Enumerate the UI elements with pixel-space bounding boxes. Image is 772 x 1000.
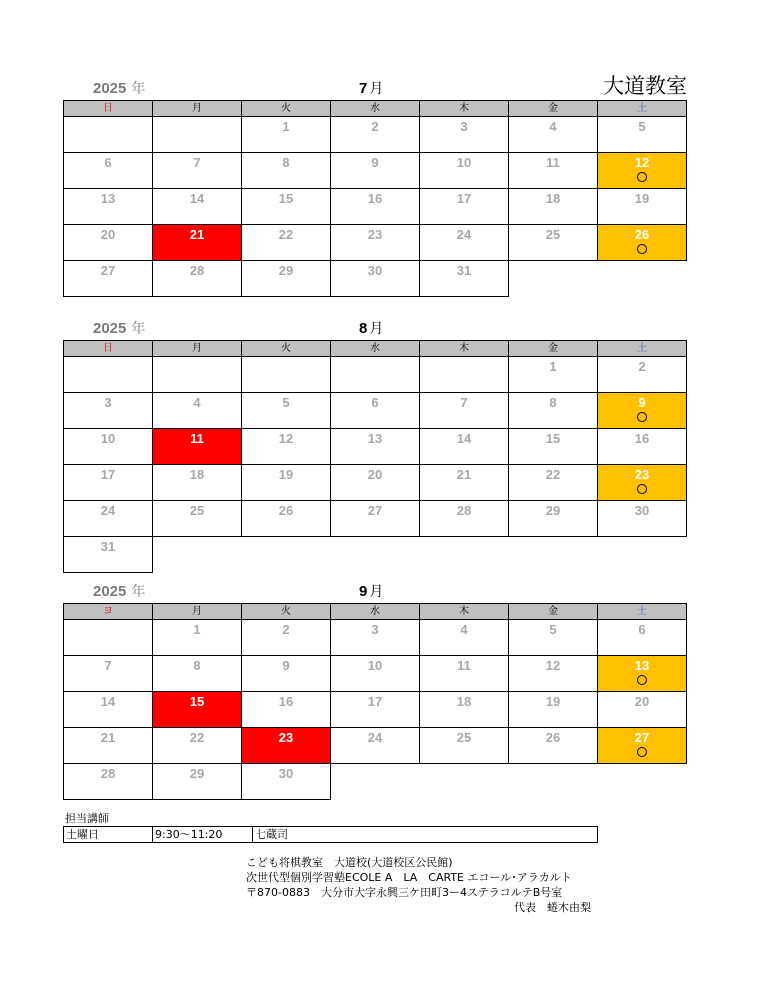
- teacher-name: 七蔵司: [253, 827, 598, 843]
- day-cell: [420, 117, 509, 153]
- empty-cell: [331, 537, 420, 573]
- day-number: 8: [549, 395, 557, 410]
- day-number: 17: [367, 694, 383, 709]
- day-number: 13: [367, 431, 383, 446]
- month-label: 9 月: [359, 583, 384, 600]
- day-cell: [331, 261, 420, 297]
- empty-cell: [331, 357, 420, 393]
- day-cell: [420, 465, 509, 501]
- day-cell: [64, 501, 153, 537]
- day-number: 5: [282, 395, 290, 410]
- day-number: 11: [546, 155, 560, 170]
- weekday-fri: 金: [509, 341, 598, 357]
- week-row: [64, 465, 687, 501]
- month-header: [63, 74, 687, 100]
- day-number: 9: [638, 395, 646, 410]
- week-row: [64, 537, 687, 573]
- empty-cell: [509, 537, 598, 573]
- calendar-grid: [63, 603, 687, 800]
- empty-cell: [420, 764, 509, 800]
- footer-info: [246, 855, 591, 915]
- year-label: 2025 年: [93, 320, 146, 337]
- day-cell: [598, 225, 687, 261]
- circle-mark-icon: [637, 484, 647, 494]
- week-row: [64, 117, 687, 153]
- day-number: 3: [460, 119, 468, 134]
- day-cell: [509, 225, 598, 261]
- day-cell: [153, 465, 242, 501]
- day-cell: [420, 728, 509, 764]
- day-cell: [509, 692, 598, 728]
- day-number: 16: [367, 191, 383, 206]
- footer-line-address: 〒870-0883 大分市大字永興三ケ田町3ー4ステラコルテB号室: [246, 886, 563, 899]
- day-number: 2: [638, 359, 646, 374]
- day-number: 8: [282, 155, 290, 170]
- day-number: 28: [189, 263, 205, 278]
- day-number: 14: [189, 191, 205, 206]
- weekday-thu: 木: [420, 341, 509, 357]
- week-row: [64, 764, 687, 800]
- day-number: 27: [634, 730, 650, 745]
- circle-mark-icon: [637, 412, 647, 422]
- weekday-sun: 日: [64, 341, 153, 357]
- day-number: 26: [278, 503, 294, 518]
- day-number: 18: [456, 694, 472, 709]
- circle-mark-icon: [637, 244, 647, 254]
- weekday-header-row: [64, 604, 687, 620]
- day-number: 29: [189, 766, 205, 781]
- day-cell: [598, 728, 687, 764]
- empty-cell: [420, 357, 509, 393]
- day-cell: [242, 189, 331, 225]
- day-cell: [420, 656, 509, 692]
- weekday-sun: 日: [64, 101, 153, 117]
- day-number: 18: [545, 191, 561, 206]
- year-label: 2025 年: [93, 583, 146, 600]
- weekday-wed: 水: [331, 341, 420, 357]
- day-number: 16: [634, 431, 650, 446]
- empty-cell: [509, 261, 598, 297]
- day-cell: [420, 692, 509, 728]
- day-number: 7: [460, 395, 468, 410]
- day-cell: [420, 189, 509, 225]
- year-label: 2025 年: [93, 80, 146, 97]
- month-block-september: [63, 581, 687, 800]
- day-cell: [598, 189, 687, 225]
- day-cell: [64, 153, 153, 189]
- empty-cell: [153, 357, 242, 393]
- day-number: 26: [634, 227, 650, 242]
- month-block-august: [63, 318, 687, 573]
- day-number: 25: [456, 730, 472, 745]
- circle-mark-icon: [637, 675, 647, 685]
- day-number: 10: [456, 155, 472, 170]
- day-cell: [64, 429, 153, 465]
- day-cell: [598, 692, 687, 728]
- day-cell: [242, 465, 331, 501]
- weekday-tue: 火: [242, 101, 331, 117]
- day-cell: [64, 692, 153, 728]
- day-cell: [153, 501, 242, 537]
- empty-cell: [153, 537, 242, 573]
- month-header: [63, 581, 687, 603]
- day-cell: [242, 692, 331, 728]
- day-cell: [598, 501, 687, 537]
- day-number: 22: [545, 467, 561, 482]
- day-cell: [153, 656, 242, 692]
- day-cell: [509, 429, 598, 465]
- week-row: [64, 261, 687, 297]
- day-number: 2: [371, 119, 379, 134]
- weekday-sat: 土: [598, 341, 687, 357]
- day-number: 10: [100, 431, 116, 446]
- day-number: 30: [278, 766, 294, 781]
- empty-cell: [153, 117, 242, 153]
- day-number: 21: [189, 227, 205, 242]
- month-label: 7 月: [359, 80, 384, 97]
- weekday-mon: 月: [153, 101, 242, 117]
- day-cell: [242, 429, 331, 465]
- day-cell: [420, 429, 509, 465]
- week-row: [64, 393, 687, 429]
- day-number: 29: [278, 263, 294, 278]
- week-row: [64, 692, 687, 728]
- day-number: 21: [100, 730, 116, 745]
- weekday-tue: 火: [242, 604, 331, 620]
- day-cell: [331, 117, 420, 153]
- empty-cell: [64, 620, 153, 656]
- day-number: 27: [367, 503, 383, 518]
- day-number: 17: [100, 467, 116, 482]
- day-cell: [598, 465, 687, 501]
- day-cell: [242, 261, 331, 297]
- day-number: 16: [278, 694, 294, 709]
- day-cell: [153, 728, 242, 764]
- empty-cell: [242, 537, 331, 573]
- day-cell: [331, 501, 420, 537]
- day-cell: [64, 728, 153, 764]
- weekday-mon: 月: [153, 341, 242, 357]
- circle-mark-icon: [637, 747, 647, 757]
- day-cell: [509, 728, 598, 764]
- day-number: 1: [549, 359, 557, 374]
- day-number: 5: [638, 119, 646, 134]
- day-cell: [242, 225, 331, 261]
- day-number: 30: [367, 263, 383, 278]
- week-row: [64, 429, 687, 465]
- day-cell: [509, 393, 598, 429]
- day-number: 4: [460, 622, 468, 637]
- day-number: 9: [282, 658, 290, 673]
- weekday-tue: 火: [242, 341, 331, 357]
- week-row: [64, 225, 687, 261]
- empty-cell: [242, 357, 331, 393]
- day-number: 14: [456, 431, 472, 446]
- day-cell: [153, 764, 242, 800]
- day-number: 11: [457, 658, 471, 673]
- day-number: 6: [104, 155, 112, 170]
- weekday-fri: 金: [509, 101, 598, 117]
- day-number: 28: [100, 766, 116, 781]
- day-number: 7: [104, 658, 112, 673]
- day-number: 22: [189, 730, 205, 745]
- day-cell: [64, 537, 153, 573]
- day-number: 24: [456, 227, 472, 242]
- day-number: 19: [278, 467, 294, 482]
- day-number: 26: [545, 730, 561, 745]
- day-cell: [598, 117, 687, 153]
- week-row: [64, 189, 687, 225]
- day-cell: [331, 656, 420, 692]
- month-label: 8 月: [359, 320, 384, 337]
- week-row: [64, 501, 687, 537]
- empty-cell: [420, 537, 509, 573]
- day-cell: [420, 620, 509, 656]
- weekday-mon: 月: [153, 604, 242, 620]
- footer-line-cram-school: 次世代型個別学習塾ECOLE A LA CARTE エコール･アラカルト: [246, 871, 572, 884]
- day-cell: [598, 429, 687, 465]
- day-cell: [331, 189, 420, 225]
- weekday-fri: 金: [509, 604, 598, 620]
- day-number: 14: [100, 694, 116, 709]
- day-cell: [153, 620, 242, 656]
- school-name: 大道教室: [603, 74, 687, 98]
- empty-cell: [598, 764, 687, 800]
- month-block-july: [63, 74, 687, 297]
- day-number: 6: [638, 622, 646, 637]
- day-cell: [420, 501, 509, 537]
- day-cell: [598, 620, 687, 656]
- footer-line-representative: 代表 蜷木由梨: [514, 901, 591, 914]
- day-number: 10: [367, 658, 383, 673]
- weekday-wed: 水: [331, 604, 420, 620]
- week-row: [64, 728, 687, 764]
- weekday-thu: 木: [420, 101, 509, 117]
- day-cell: [153, 225, 242, 261]
- weekday-sat: 土: [598, 604, 687, 620]
- day-cell: [509, 620, 598, 656]
- day-cell: [509, 189, 598, 225]
- day-cell: [331, 620, 420, 656]
- day-number: 19: [634, 191, 650, 206]
- day-cell: [242, 656, 331, 692]
- day-cell: [509, 465, 598, 501]
- day-cell: [153, 261, 242, 297]
- day-number: 31: [456, 263, 472, 278]
- day-cell: [420, 153, 509, 189]
- day-cell: [331, 393, 420, 429]
- day-cell: [153, 153, 242, 189]
- day-number: 6: [371, 395, 379, 410]
- day-number: 24: [367, 730, 383, 745]
- day-cell: [242, 620, 331, 656]
- week-row: [64, 357, 687, 393]
- day-cell: [153, 429, 242, 465]
- day-cell: [331, 429, 420, 465]
- day-cell: [64, 261, 153, 297]
- calendar-grid: [63, 340, 687, 573]
- day-number: 29: [545, 503, 561, 518]
- empty-cell: [509, 764, 598, 800]
- day-cell: [64, 465, 153, 501]
- teacher-title: 担当講師: [65, 812, 109, 825]
- day-cell: [509, 153, 598, 189]
- day-number: 13: [634, 658, 650, 673]
- weekday-wed: 水: [331, 101, 420, 117]
- week-row: [64, 153, 687, 189]
- day-number: 23: [278, 730, 294, 745]
- day-number: 27: [100, 263, 116, 278]
- day-number: 11: [190, 431, 204, 446]
- day-cell: [331, 692, 420, 728]
- day-number: 1: [282, 119, 290, 134]
- day-cell: [420, 225, 509, 261]
- weekday-header-row: [64, 341, 687, 357]
- day-number: 8: [193, 658, 201, 673]
- day-number: 13: [100, 191, 116, 206]
- day-number: 21: [456, 467, 472, 482]
- calendar-grid: [63, 100, 687, 297]
- day-cell: [153, 393, 242, 429]
- day-number: 12: [545, 658, 561, 673]
- day-cell: [64, 764, 153, 800]
- weekday-sat: 土: [598, 101, 687, 117]
- day-number: 3: [104, 395, 112, 410]
- day-number: 9: [371, 155, 379, 170]
- day-number: 3: [371, 622, 379, 637]
- day-number: 15: [545, 431, 561, 446]
- day-cell: [331, 728, 420, 764]
- weekday-thu: 木: [420, 604, 509, 620]
- day-number: 12: [634, 155, 650, 170]
- day-number: 17: [456, 191, 472, 206]
- empty-cell: [598, 537, 687, 573]
- day-number: 30: [634, 503, 650, 518]
- day-cell: [242, 501, 331, 537]
- day-number: 20: [100, 227, 116, 242]
- day-cell: [420, 393, 509, 429]
- day-cell: [64, 393, 153, 429]
- day-cell: [242, 117, 331, 153]
- teacher-row: [64, 827, 598, 843]
- empty-cell: [64, 117, 153, 153]
- teacher-time: 9:30～11:20: [153, 827, 253, 843]
- day-number: 15: [278, 191, 294, 206]
- day-cell: [331, 465, 420, 501]
- day-cell: [509, 117, 598, 153]
- day-cell: [153, 189, 242, 225]
- day-number: 25: [545, 227, 561, 242]
- day-cell: [242, 153, 331, 189]
- empty-cell: [331, 764, 420, 800]
- day-cell: [64, 656, 153, 692]
- day-cell: [509, 656, 598, 692]
- weekday-header-row: [64, 101, 687, 117]
- day-cell: [64, 189, 153, 225]
- day-number: 1: [193, 622, 201, 637]
- teacher-section: [63, 812, 598, 843]
- weekday-sun: ヨ: [64, 604, 153, 620]
- teacher-day: 土曜日: [64, 827, 153, 843]
- day-cell: [64, 225, 153, 261]
- day-cell: [153, 692, 242, 728]
- day-number: 28: [456, 503, 472, 518]
- circle-mark-icon: [637, 172, 647, 182]
- day-number: 31: [100, 539, 116, 554]
- day-cell: [598, 357, 687, 393]
- day-number: 19: [545, 694, 561, 709]
- day-cell: [420, 261, 509, 297]
- day-number: 23: [634, 467, 650, 482]
- day-cell: [242, 764, 331, 800]
- day-cell: [331, 153, 420, 189]
- day-number: 4: [193, 395, 201, 410]
- day-number: 2: [282, 622, 290, 637]
- day-cell: [509, 501, 598, 537]
- footer-line-school: こども将棋教室 大道校(大道校区公民館): [246, 856, 453, 869]
- day-number: 23: [367, 227, 383, 242]
- week-row: [64, 620, 687, 656]
- day-number: 20: [367, 467, 383, 482]
- day-cell: [509, 357, 598, 393]
- day-number: 24: [100, 503, 116, 518]
- day-cell: [598, 153, 687, 189]
- empty-cell: [64, 357, 153, 393]
- day-number: 15: [189, 694, 205, 709]
- day-number: 22: [278, 227, 294, 242]
- day-number: 18: [189, 467, 205, 482]
- day-cell: [242, 728, 331, 764]
- day-cell: [598, 656, 687, 692]
- day-number: 4: [549, 119, 557, 134]
- day-number: 25: [189, 503, 205, 518]
- day-cell: [331, 225, 420, 261]
- week-row: [64, 656, 687, 692]
- teacher-table: [63, 826, 598, 843]
- month-header: [63, 318, 687, 340]
- day-number: 5: [549, 622, 557, 637]
- day-number: 12: [278, 431, 294, 446]
- day-cell: [242, 393, 331, 429]
- day-number: 20: [634, 694, 650, 709]
- day-cell: [598, 393, 687, 429]
- day-number: 7: [193, 155, 201, 170]
- empty-cell: [598, 261, 687, 297]
